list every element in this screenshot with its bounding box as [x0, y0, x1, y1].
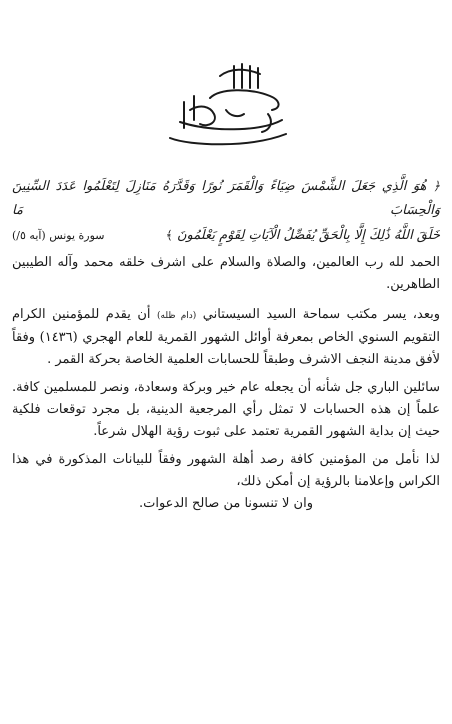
intro-end: أن يقدم للمؤمنين الكرام التقويم السنوي الخاص بمعرفة أوائل الشهور القمرية للعام الهجري (١٤٣٦) وفقاً لأفق مدينة النجف الاشرف وطبقاً للحسابات العلمية الخاصة بحركة القمر . — [12, 307, 441, 367]
closing-line: وان لا تنسونا من صالح الدعوات. — [138, 496, 313, 511]
basmala-calligraphy — [150, 58, 302, 150]
letter-body — [12, 174, 440, 515]
praise-paragraph: الحمد لله رب العالمين، والصلاة والسلام على اشرف خلقه محمد وآله الطيبين الطاهرين. — [12, 255, 440, 292]
verse-reference: سورة يونس (آيه ٥/) — [12, 229, 105, 242]
basmala-calligraphy-icon — [150, 58, 302, 150]
quran-verse — [12, 174, 440, 223]
verse-open-bracket: ﴿ — [432, 179, 440, 193]
verse-line-2-row — [12, 223, 440, 248]
verse-close-bracket: ﴾ — [165, 228, 173, 242]
intro-start: وبعد، يسر مكتب سماحة السيد السيستاني — [202, 307, 440, 322]
verse-line-2: خَلَقَ اللَّهُ ذَٰلِكَ إِلَّا بِالْحَقِّ يُفَصِّلُ الْآيَاتِ لِقَوْمٍ يَعْلَمُونَ — [176, 228, 440, 243]
hope-paragraph: لذا نأمل من المؤمنين كافة رصد أهلة الشهور وفقاً للبيانات المذكورة في هذا الكراس وإعلامنا بالرؤية إن أمكن ذلك، — [12, 452, 440, 489]
honorific: (دام ظله) — [157, 311, 197, 321]
verse-line-1: هُوَ الَّذِي جَعَلَ الشَّمْسَ ضِيَاءً وَالْقَمَرَ نُورًا وَقَدَّرَهُ مَنَازِلَ لِتَعْلَمُوا عَدَدَ السِّنِينَ وَالْحِسَابَ مَا — [12, 179, 440, 218]
intro-paragraph — [12, 304, 440, 371]
prayer-paragraph: سائلين الباري جل شأنه أن يجعله عام خير وبركة وسعادة، ونصر للمسلمين كافة. علماً إن هذه الحسابات لا تمثل رأي المرجعية الدينية، بل مجرد توقعات فلكية حيث إن بداية الشهور القمرية تعتمد على ثبوت رؤية الهلال شرعاً. — [12, 380, 440, 439]
